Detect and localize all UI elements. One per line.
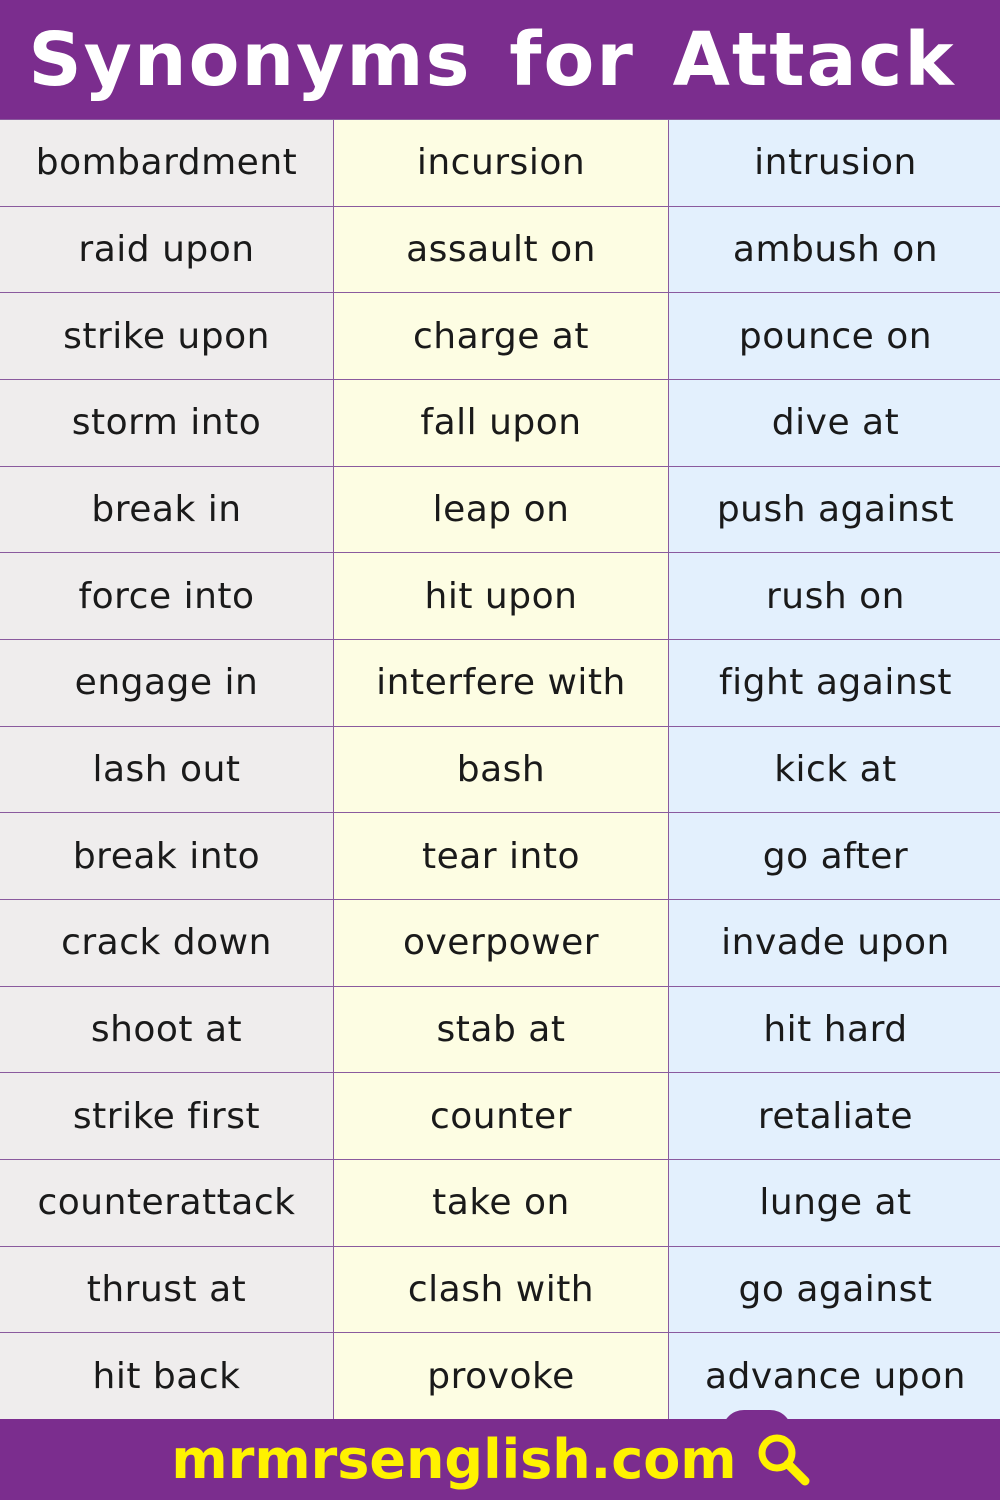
table-cell: interfere with [334, 640, 668, 726]
table-cell: take on [334, 1160, 668, 1246]
table-cell: bombardment [0, 120, 333, 206]
table-cell: fight against [669, 640, 1000, 726]
footer-banner [0, 1419, 1000, 1500]
table-cell: break into [0, 813, 333, 899]
table-cell: engage in [0, 640, 333, 726]
search-icon [755, 1431, 813, 1489]
table-cell: dive at [669, 380, 1000, 466]
table-cell: invade upon [669, 900, 1000, 986]
table-cell: force into [0, 553, 333, 639]
table-cell: kick at [669, 727, 1000, 813]
table-cell: rush on [669, 553, 1000, 639]
table-cell: hit upon [334, 553, 668, 639]
title-banner [0, 0, 1000, 119]
table-cell: counterattack [0, 1160, 333, 1246]
table-cell: stab at [334, 987, 668, 1073]
table-cell: ambush on [669, 207, 1000, 293]
table-cell: break in [0, 467, 333, 553]
table-cell: lash out [0, 727, 333, 813]
table-cell: assault on [334, 207, 668, 293]
table-cell: shoot at [0, 987, 333, 1073]
table-cell: go against [669, 1247, 1000, 1333]
table-cell: strike first [0, 1073, 333, 1159]
table-cell: leap on [334, 467, 668, 553]
page-title: Synonyms for Attack [28, 16, 956, 103]
synonyms-table [0, 119, 1000, 1419]
table-cell: overpower [334, 900, 668, 986]
table-cell: pounce on [669, 293, 1000, 379]
table-cell: advance upon [669, 1333, 1000, 1419]
table-cell: incursion [334, 120, 668, 206]
table-cell: tear into [334, 813, 668, 899]
table-cell: push against [669, 467, 1000, 553]
table-cell: clash with [334, 1247, 668, 1333]
table-cell: hit back [0, 1333, 333, 1419]
table-cell: strike upon [0, 293, 333, 379]
table-cell: retaliate [669, 1073, 1000, 1159]
table-cell: bash [334, 727, 668, 813]
table-cell: hit hard [669, 987, 1000, 1073]
table-cell: provoke [334, 1333, 668, 1419]
table-cell: raid upon [0, 207, 333, 293]
table-cell: thrust at [0, 1247, 333, 1333]
table-cell: charge at [334, 293, 668, 379]
table-cell: fall upon [334, 380, 668, 466]
website-link[interactable]: mrmrsenglish.com [171, 1428, 737, 1491]
table-cell: counter [334, 1073, 668, 1159]
table-cell: storm into [0, 380, 333, 466]
table-cell: go after [669, 813, 1000, 899]
table-cell: intrusion [669, 120, 1000, 206]
table-cell: lunge at [669, 1160, 1000, 1246]
table-cell: crack down [0, 900, 333, 986]
